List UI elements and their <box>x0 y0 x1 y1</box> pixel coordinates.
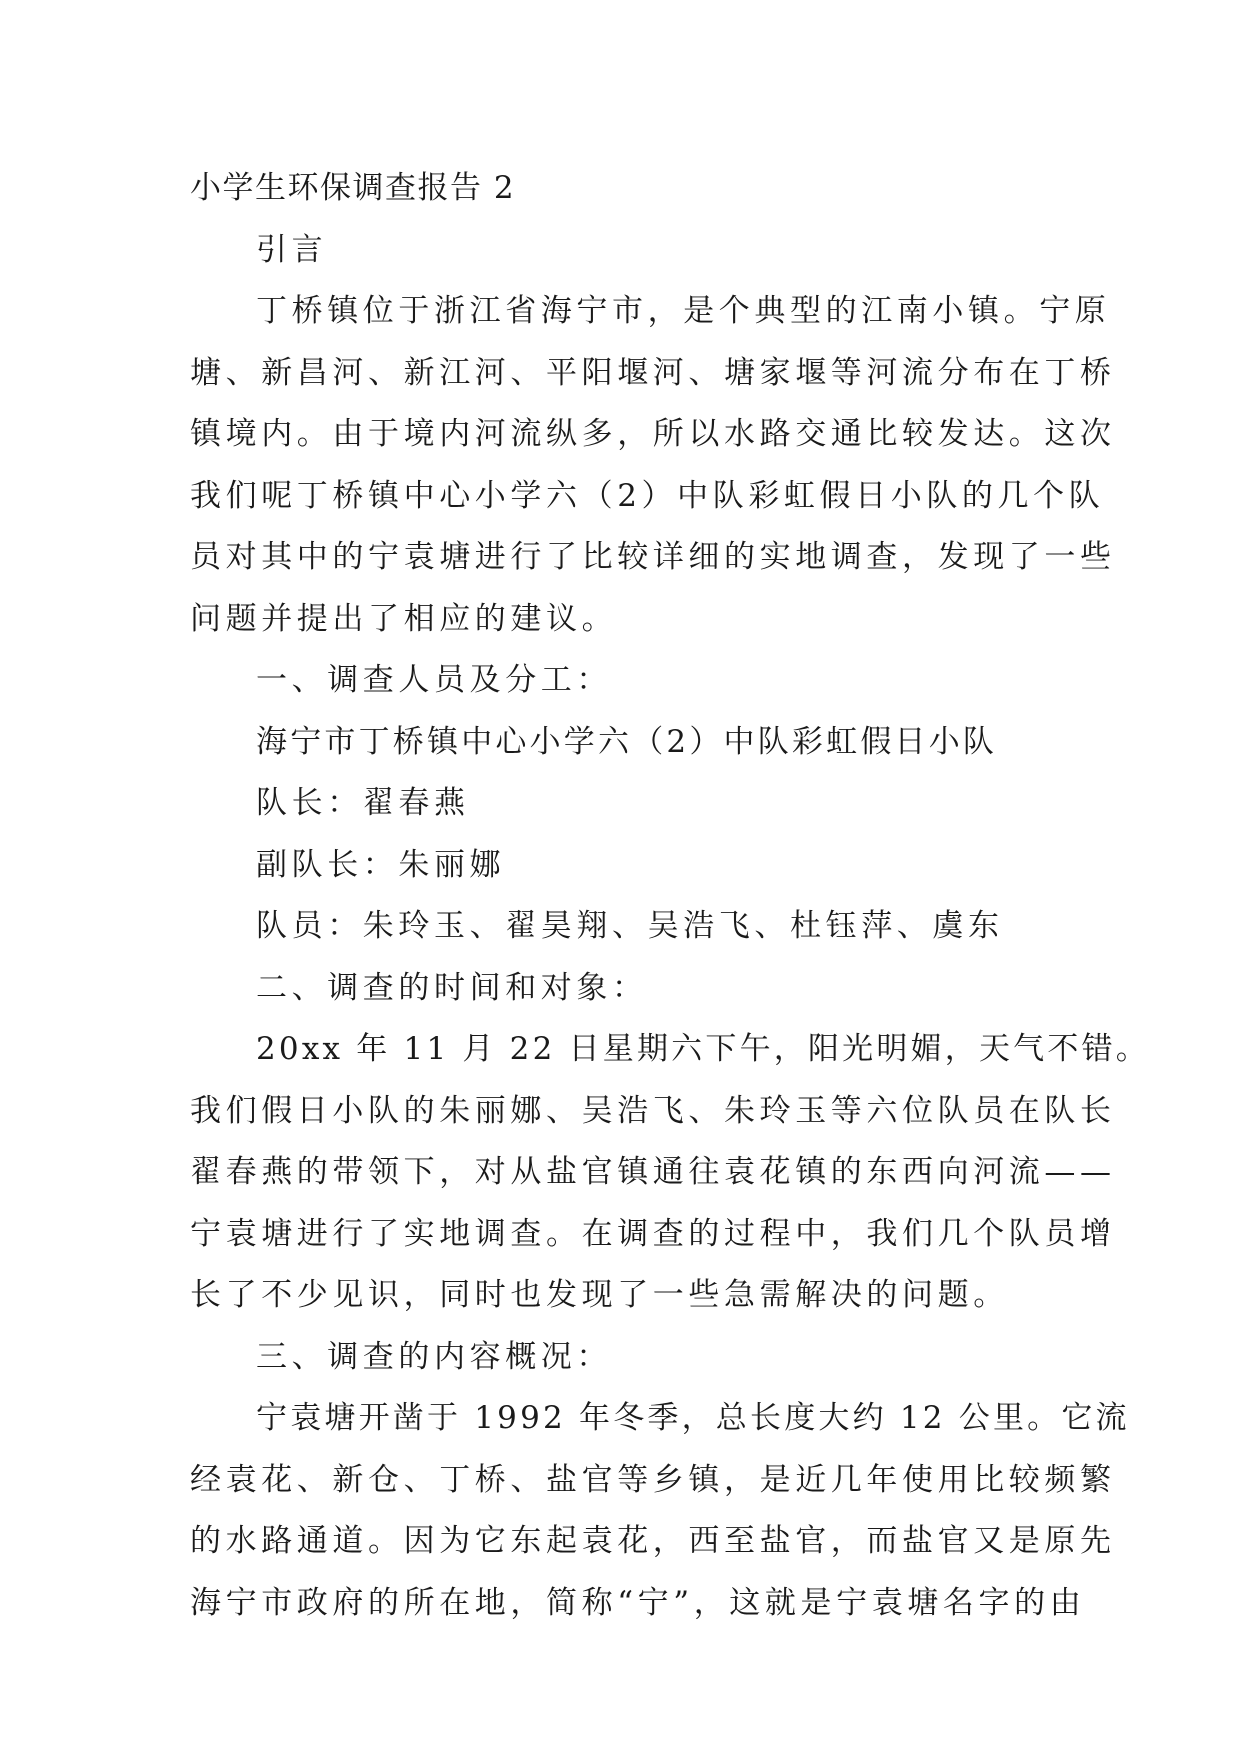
team-name: 海宁市丁桥镇中心小学六（2）中队彩虹假日小队 <box>256 723 998 760</box>
members-line: 队员：朱玲玉、翟昊翔、吴浩飞、杜钰萍、虞东 <box>256 908 1004 944</box>
paragraph-line: 长了不少见识，同时也发现了一些急需解决的问题。 <box>190 1277 1009 1313</box>
section3-paragraph <box>190 1388 1130 1634</box>
paragraph-line: 镇境内。由于境内河流纵多，所以水路交通比较发达。这次 <box>190 416 1116 452</box>
paragraph-line: 宁袁塘开凿于 1992 年冬季，总长度大约 12 公里。它流 <box>256 1400 1130 1436</box>
paragraph-line: 我们呢丁桥镇中心小学六（2）中队彩虹假日小队的几个队 <box>190 477 1105 514</box>
paragraph-line: 经袁花、新仓、丁桥、盐官等乡镇，是近几年使用比较频繁 <box>190 1461 1116 1498</box>
vice-captain-line: 副队长：朱丽娜 <box>256 846 506 883</box>
paragraph-line: 宁袁塘进行了实地调查。在调查的过程中，我们几个队员增 <box>190 1215 1116 1252</box>
section2-heading: 二、调查的时间和对象： <box>256 969 648 1006</box>
captain-line: 队长：翟春燕 <box>256 785 470 821</box>
intro-paragraph <box>190 281 1116 650</box>
paragraph-line: 翟春燕的带领下，对从盐官镇通往袁花镇的东西向河流—— <box>190 1154 1116 1190</box>
paragraph-line: 丁桥镇位于浙江省海宁市，是个典型的江南小镇。宁原 <box>256 293 1111 329</box>
paragraph-line: 问题并提出了相应的建议。 <box>190 600 618 637</box>
paragraph-line: 的水路通道。因为它东起袁花，西至盐官，而盐官又是原先 <box>190 1523 1116 1559</box>
document-body <box>190 158 1150 1634</box>
paragraph-line: 海宁市政府的所在地，简称“宁”，这就是宁袁塘名字的由 <box>190 1584 1086 1621</box>
section2-paragraph <box>190 1019 1150 1327</box>
paragraph-line: 我们假日小队的朱丽娜、吴浩飞、朱玲玉等六位队员在队长 <box>190 1092 1116 1129</box>
section1-heading: 一、调查人员及分工： <box>256 662 612 698</box>
intro-heading: 引言 <box>256 231 328 268</box>
paragraph-line: 20xx 年 11 月 22 日星期六下午，阳光明媚，天气不错。 <box>256 1031 1150 1067</box>
paragraph-line: 员对其中的宁袁塘进行了比较详细的实地调查，发现了一些 <box>190 539 1116 575</box>
section3-heading: 三、调查的内容概况： <box>256 1338 612 1375</box>
paragraph-line: 塘、新昌河、新江河、平阳堰河、塘家堰等河流分布在丁桥 <box>190 354 1116 391</box>
document-title: 小学生环保调查报告 2 <box>190 170 516 206</box>
